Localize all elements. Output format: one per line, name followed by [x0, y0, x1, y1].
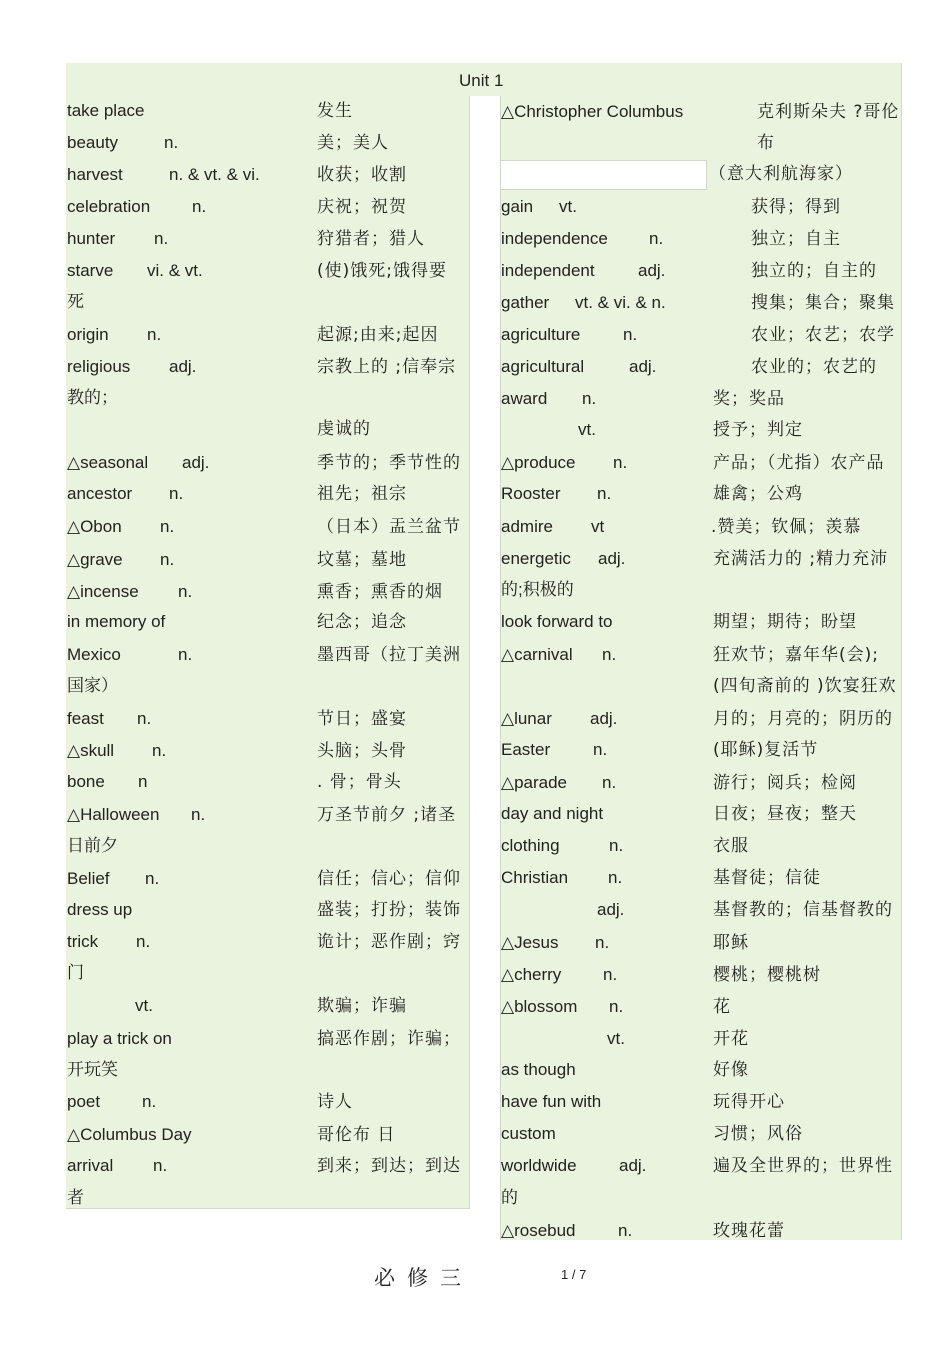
vocab-word: 国家） [67, 676, 118, 695]
left-vocab-row [67, 414, 467, 444]
left-vocab-row [67, 224, 467, 254]
chinese-meaning: 庆祝；祝贺 [317, 197, 407, 217]
page-border-right [901, 63, 902, 1240]
vocab-word: clothing [501, 836, 560, 855]
right-vocab-row [501, 575, 901, 605]
chinese-meaning: 雄禽；公鸡 [713, 484, 803, 504]
vocab-word: play a trick on [67, 1029, 172, 1048]
left-vocab-row [67, 577, 467, 607]
chinese-meaning: 产品；（尤指）农产品 [713, 453, 885, 473]
part-of-speech: n. [147, 325, 162, 344]
right-vocab-row [501, 768, 901, 798]
right-vocab-row [501, 863, 901, 893]
chinese-meaning: . 骨；骨头 [317, 772, 402, 792]
left-vocab-row [67, 287, 467, 317]
part-of-speech: n. [178, 645, 193, 664]
left-vocab-row [67, 767, 467, 797]
vocab-word: 的;积极的 [501, 580, 574, 599]
part-of-speech: vt. [607, 1029, 625, 1048]
chinese-meaning: 狩猎者；猎人 [317, 229, 425, 249]
chinese-meaning: 狂欢节；嘉年华(会); [713, 645, 879, 665]
part-of-speech: adj. [638, 261, 666, 280]
chinese-meaning: 祖先；祖宗 [317, 484, 407, 504]
left-vocab-row [67, 96, 467, 126]
chinese-meaning: 花 [713, 997, 731, 1017]
part-of-speech: n. [169, 484, 184, 503]
left-vocab-row [67, 383, 467, 413]
part-of-speech: n. [597, 484, 612, 503]
left-vocab-row [67, 640, 467, 670]
left-vocab-row [67, 800, 467, 830]
left-vocab-row [67, 479, 467, 509]
right-vocab-row [501, 704, 901, 734]
vocab-word: day and night [501, 804, 604, 823]
chinese-meaning: 遍及全世界的；世界性 [713, 1156, 893, 1176]
vocab-word: feast [67, 709, 104, 728]
chinese-meaning: (使)饿死;饿得要 [317, 261, 447, 281]
chinese-meaning: (四旬斋前的 )饮宴狂欢 [713, 676, 897, 696]
left-vocab-row [67, 545, 467, 575]
part-of-speech: n. [178, 582, 193, 601]
left-vocab-row [67, 704, 467, 734]
part-of-speech: vt [591, 517, 605, 536]
chinese-meaning: 坟墓；墓地 [317, 550, 407, 570]
vocab-word: beauty [67, 133, 119, 152]
right-vocab-row [501, 224, 901, 254]
vocab-word: △produce [501, 453, 576, 472]
part-of-speech: n. [649, 229, 664, 248]
part-of-speech: n. [593, 740, 608, 759]
left-vocab-row [67, 1120, 467, 1150]
vocab-word: △Obon [67, 517, 122, 536]
part-of-speech: n. [602, 773, 617, 792]
vocab-word: religious [67, 357, 131, 376]
vocab-word: agriculture [501, 325, 581, 344]
left-vocab-row [67, 1024, 467, 1054]
right-vocab-row [501, 640, 901, 670]
part-of-speech: n. [145, 869, 160, 888]
right-vocab-row [501, 992, 901, 1022]
right-vocab-row [501, 960, 901, 990]
right-vocab-row [501, 352, 901, 382]
part-of-speech: n. [137, 709, 152, 728]
part-of-speech: n. [582, 389, 597, 408]
vocab-word: bone [67, 772, 105, 791]
vocab-word: △Jesus [501, 933, 559, 952]
vocab-word: as though [501, 1060, 576, 1079]
vocab-word: △cherry [501, 965, 562, 984]
part-of-speech: n. [613, 453, 628, 472]
page-number: 1 / 7 [561, 1267, 587, 1282]
right-vocab-row [501, 544, 901, 574]
left-vocab-row [67, 448, 467, 478]
vocab-word: independence [501, 229, 608, 248]
right-vocab-row [501, 288, 901, 318]
vocab-word: △lunar [501, 709, 552, 728]
right-vocab-row [501, 1119, 901, 1149]
vocab-word: Easter [501, 740, 551, 759]
vocab-word: △carnival [501, 645, 573, 664]
vocab-word: poet [67, 1092, 101, 1111]
chinese-meaning: 墨西哥（拉丁美洲 [317, 645, 461, 665]
vocab-word: △Christopher Columbus [501, 102, 684, 121]
vocab-word: worldwide [501, 1156, 577, 1175]
part-of-speech: adj. [597, 900, 625, 919]
part-of-speech: n. [160, 550, 175, 569]
vocab-word: 者 [67, 1188, 84, 1207]
left-vocab-row [67, 512, 467, 542]
chinese-meaning: 基督徒；信徒 [713, 868, 821, 888]
right-vocab-row [501, 1024, 901, 1054]
chinese-meaning: 克利斯朵夫 ?哥伦 [757, 102, 900, 122]
vocab-word: △parade [501, 773, 568, 792]
vocab-word: △blossom [501, 997, 578, 1016]
vocab-word: take place [67, 101, 145, 120]
vocab-word: in memory of [67, 612, 166, 631]
part-of-speech: n. [142, 1092, 157, 1111]
part-of-speech: n. [152, 741, 167, 760]
right-vocab-row [501, 192, 901, 222]
vocab-word: award [501, 389, 548, 408]
chinese-meaning: 哥伦布 日 [317, 1125, 396, 1145]
right-vocab-row [501, 128, 901, 158]
chinese-meaning: 获得；得到 [751, 197, 841, 217]
right-vocab-row [501, 607, 901, 637]
left-vocab-row [67, 864, 467, 894]
vocab-word: Rooster [501, 484, 561, 503]
vocab-word: △Halloween [67, 805, 160, 824]
vocab-word: gain [501, 197, 534, 216]
left-vocab-row [67, 831, 467, 861]
chinese-meaning: （意大利航海家） [709, 164, 853, 184]
chinese-meaning: 独立的；自主的 [751, 261, 877, 281]
part-of-speech: adj. [598, 549, 626, 568]
chinese-meaning: 发生 [317, 101, 353, 121]
left-vocab-row [67, 1055, 467, 1085]
part-of-speech: n. & vt. & vi. [169, 165, 260, 184]
vocab-word: △seasonal [67, 453, 149, 472]
chinese-meaning: 期望；期待；盼望 [713, 612, 857, 632]
part-of-speech: adj. [590, 709, 618, 728]
vocab-word: energetic [501, 549, 571, 568]
chinese-meaning: 习惯；风俗 [713, 1124, 803, 1144]
right-vocab-row [501, 831, 901, 861]
left-vocab-row [67, 1087, 467, 1117]
chinese-meaning: 诡计；恶作剧；窍 [317, 932, 461, 952]
left-vocab-row [67, 1183, 467, 1213]
vocab-word: 的 [501, 1188, 518, 1207]
right-vocab-row [501, 1087, 901, 1117]
chinese-meaning: 授予；判定 [713, 420, 803, 440]
vocab-word: independent [501, 261, 595, 280]
footer-book-title: 必修三 [374, 1266, 473, 1290]
right-vocab-row [501, 448, 901, 478]
part-of-speech: n. [608, 868, 623, 887]
vocab-word: 日前夕 [67, 836, 118, 855]
right-vocab-row [501, 320, 901, 350]
chinese-meaning: 诗人 [317, 1092, 353, 1112]
chinese-meaning: 基督教的；信基督教的 [713, 900, 893, 920]
left-vocab-row [67, 671, 467, 701]
chinese-meaning: 节日；盛宴 [317, 709, 407, 729]
vocab-word: 门 [67, 963, 84, 982]
left-vocab-row [67, 736, 467, 766]
left-vocab-row [67, 607, 467, 637]
part-of-speech: vt. [135, 996, 153, 1015]
part-of-speech: n. [154, 229, 169, 248]
right-vocab-row [501, 97, 901, 127]
vocab-word: celebration [67, 197, 151, 216]
chinese-meaning: 玩得开心 [713, 1092, 785, 1112]
part-of-speech: adj. [619, 1156, 647, 1175]
left-vocab-row [67, 128, 467, 158]
part-of-speech: n. [191, 805, 206, 824]
right-vocab-row [501, 159, 901, 189]
left-vocab-row [67, 192, 467, 222]
vocab-word: Belief [67, 869, 110, 888]
part-of-speech: vt. & vi. & n. [575, 293, 666, 312]
chinese-meaning: 欺骗；诈骗 [317, 996, 407, 1016]
vocab-word: arrival [67, 1156, 114, 1175]
vocab-word: look forward to [501, 612, 613, 631]
left-vocab-row [67, 1151, 467, 1181]
part-of-speech: n [138, 772, 148, 791]
chinese-meaning: 农业的；农艺的 [751, 357, 877, 377]
chinese-meaning: 万圣节前夕 ;诸圣 [317, 805, 457, 825]
part-of-speech: adj. [629, 357, 657, 376]
part-of-speech: n. [595, 933, 610, 952]
chinese-meaning: 充满活力的 ;精力充沛 [713, 549, 889, 569]
chinese-meaning: 樱桃；樱桃树 [713, 965, 821, 985]
vocab-word: 死 [67, 292, 84, 311]
right-vocab-row [501, 1216, 901, 1246]
left-vocab-row [67, 352, 467, 382]
right-vocab-row [501, 415, 901, 445]
right-vocab-row [501, 256, 901, 286]
right-vocab-row [501, 1151, 901, 1181]
left-vocab-row [67, 927, 467, 957]
chinese-meaning: 月的；月亮的；阴历的 [713, 709, 893, 729]
chinese-meaning: 独立；自主 [751, 229, 841, 249]
chinese-meaning: 起源;由来;起因 [317, 325, 439, 345]
left-vocab-row [67, 991, 467, 1021]
right-vocab-row [501, 1183, 901, 1213]
chinese-meaning: 耶稣 [713, 933, 749, 953]
part-of-speech: n. [603, 965, 618, 984]
chinese-meaning: 布 [757, 133, 775, 153]
vocab-word: Mexico [67, 645, 121, 664]
vocab-word: hunter [67, 229, 116, 248]
vocab-word: agricultural [501, 357, 585, 376]
column-divider-left [469, 96, 470, 1208]
vocab-word: origin [67, 325, 109, 344]
vocab-word: custom [501, 1124, 556, 1143]
part-of-speech: n. [160, 517, 175, 536]
chinese-meaning: 收获；收割 [317, 165, 407, 185]
chinese-meaning: 农业；农艺；农学 [751, 325, 895, 345]
chinese-meaning: 好像 [713, 1060, 749, 1080]
chinese-meaning: 奖；奖品 [713, 389, 785, 409]
vocab-word: △Columbus Day [67, 1125, 192, 1144]
right-vocab-row [501, 512, 901, 542]
vocab-word: Christian [501, 868, 569, 887]
part-of-speech: vt. [559, 197, 577, 216]
vocab-word: gather [501, 293, 550, 312]
part-of-speech: n. [164, 133, 179, 152]
chinese-meaning: 美；美人 [317, 133, 389, 153]
part-of-speech: n. [623, 325, 638, 344]
chinese-meaning: （日本）盂兰盆节 [317, 517, 461, 537]
vocab-word: have fun with [501, 1092, 602, 1111]
part-of-speech: adj. [169, 357, 197, 376]
part-of-speech: n. [602, 645, 617, 664]
right-vocab-row [501, 928, 901, 958]
unit-title: Unit 1 [459, 71, 504, 90]
vocab-word: △rosebud [501, 1221, 576, 1240]
chinese-meaning: 搜集；集合；聚集 [751, 293, 895, 313]
right-vocab-row [501, 671, 901, 701]
right-vocab-row [501, 1055, 901, 1085]
vocab-word: △skull [67, 741, 115, 760]
vocab-word: △incense [67, 582, 139, 601]
vocab-word: harvest [67, 165, 123, 184]
part-of-speech: n. [192, 197, 207, 216]
right-vocab-row [501, 479, 901, 509]
part-of-speech: n. [153, 1156, 168, 1175]
chinese-meaning: 到来；到达；到达 [317, 1156, 461, 1176]
right-vocab-row [501, 735, 901, 765]
vocab-word: admire [501, 517, 553, 536]
chinese-meaning: 玫瑰花蕾 [713, 1221, 785, 1241]
part-of-speech: n. [618, 1221, 633, 1240]
chinese-meaning: 开花 [713, 1029, 749, 1049]
chinese-meaning: 纪念；追念 [317, 612, 407, 632]
chinese-meaning: (耶稣)复活节 [713, 740, 819, 760]
vocab-word: trick [67, 932, 99, 951]
chinese-meaning: 虔诚的 [317, 419, 371, 439]
part-of-speech: n. [609, 836, 624, 855]
left-vocab-row [67, 895, 467, 925]
part-of-speech: vt. [578, 420, 596, 439]
chinese-meaning: 衣服 [713, 836, 749, 856]
chinese-meaning: 盛装；打扮；装饰 [317, 900, 461, 920]
part-of-speech: vi. & vt. [147, 261, 203, 280]
left-vocab-row [67, 160, 467, 190]
chinese-meaning: 日夜；昼夜；整天 [713, 804, 857, 824]
vocab-word: ancestor [67, 484, 133, 503]
right-vocab-row [501, 384, 901, 414]
vocab-word: △grave [67, 550, 123, 569]
part-of-speech: adj. [182, 453, 210, 472]
chinese-meaning: 游行；阅兵；检阅 [713, 773, 857, 793]
vocab-word: dress up [67, 900, 133, 919]
chinese-meaning: 信任；信心；信仰 [317, 869, 461, 889]
chinese-meaning: .赞美；钦佩；羡慕 [711, 517, 862, 537]
vocab-word: 教的； [67, 388, 118, 407]
chinese-meaning: 搞恶作剧；诈骗； [317, 1029, 461, 1049]
part-of-speech: n. [609, 997, 624, 1016]
right-vocab-row [501, 895, 901, 925]
left-vocab-row [67, 958, 467, 988]
chinese-meaning: 季节的；季节性的 [317, 453, 461, 473]
left-vocab-row [67, 256, 467, 286]
chinese-meaning: 熏香；熏香的烟 [317, 582, 443, 602]
right-vocab-row [501, 799, 901, 829]
chinese-meaning: 宗教上的 ;信奉宗 [317, 357, 457, 377]
left-vocab-row [67, 320, 467, 350]
part-of-speech: n. [136, 932, 151, 951]
vocab-word: starve [67, 261, 114, 280]
chinese-meaning: 头脑；头骨 [317, 741, 407, 761]
vocab-word: 开玩笑 [67, 1060, 118, 1079]
